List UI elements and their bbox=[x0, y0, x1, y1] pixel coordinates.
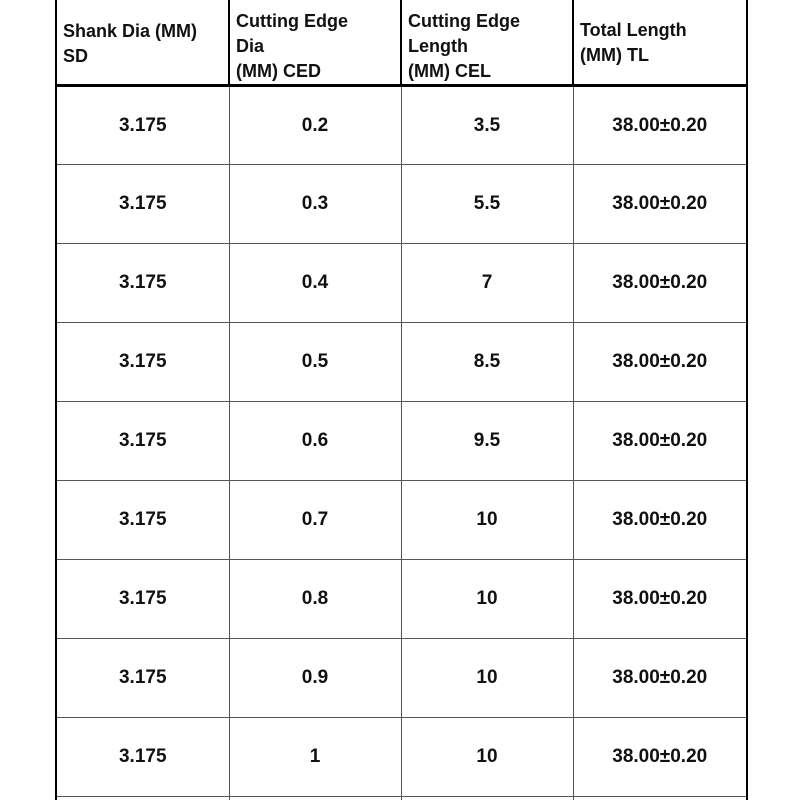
cell-total-length: 38.00±0.20 bbox=[573, 323, 747, 402]
cell-shank-dia: 3.175 bbox=[56, 402, 229, 481]
cell-total-length: 38.00±0.20 bbox=[573, 718, 747, 797]
cell-total-length: 38.00±0.20 bbox=[573, 639, 747, 718]
table-row bbox=[56, 323, 747, 402]
cell-cutting-edge-length: 10 bbox=[401, 639, 573, 718]
table-row bbox=[56, 402, 747, 481]
cell-total-length: 38.00±0.20 bbox=[573, 165, 747, 244]
header-total-length: Total Length (MM) TL bbox=[573, 0, 747, 86]
cell-cutting-edge-dia: 0.7 bbox=[229, 481, 401, 560]
cell-shank-dia bbox=[56, 797, 229, 800]
cell-shank-dia: 3.175 bbox=[56, 560, 229, 639]
table-row bbox=[56, 244, 747, 323]
table-row bbox=[56, 481, 747, 560]
cell-total-length: 38.00±0.20 bbox=[573, 244, 747, 323]
header-cutting-edge-length: Cutting Edge Length (MM) CEL bbox=[401, 0, 573, 86]
cell-total-length bbox=[573, 797, 747, 800]
cell-cutting-edge-dia: 0.2 bbox=[229, 86, 401, 165]
cell-cutting-edge-length: 5.5 bbox=[401, 165, 573, 244]
cell-shank-dia: 3.175 bbox=[56, 639, 229, 718]
table-row bbox=[56, 165, 747, 244]
cell-cutting-edge-dia: 0.9 bbox=[229, 639, 401, 718]
cell-shank-dia: 3.175 bbox=[56, 244, 229, 323]
cell-total-length: 38.00±0.20 bbox=[573, 560, 747, 639]
spec-table bbox=[55, 0, 748, 800]
cell-total-length: 38.00±0.20 bbox=[573, 402, 747, 481]
cell-cutting-edge-dia: 1 bbox=[229, 718, 401, 797]
table-row bbox=[56, 86, 747, 165]
table-header bbox=[56, 0, 747, 86]
header-row bbox=[56, 0, 747, 86]
cell-cutting-edge-length: 10 bbox=[401, 718, 573, 797]
cell-shank-dia: 3.175 bbox=[56, 718, 229, 797]
cell-cutting-edge-dia: 0.6 bbox=[229, 402, 401, 481]
cell-cutting-edge-dia: 0.4 bbox=[229, 244, 401, 323]
table-body bbox=[56, 86, 747, 800]
header-shank-dia: Shank Dia (MM) SD bbox=[56, 0, 229, 86]
cell-cutting-edge-length bbox=[401, 797, 573, 800]
cell-shank-dia: 3.175 bbox=[56, 323, 229, 402]
cell-cutting-edge-dia: 0.3 bbox=[229, 165, 401, 244]
cell-cutting-edge-length: 10 bbox=[401, 560, 573, 639]
cell-cutting-edge-length: 3.5 bbox=[401, 86, 573, 165]
table-row bbox=[56, 797, 747, 800]
cell-cutting-edge-length: 10 bbox=[401, 481, 573, 560]
cell-cutting-edge-dia bbox=[229, 797, 401, 800]
cell-shank-dia: 3.175 bbox=[56, 481, 229, 560]
cell-cutting-edge-length: 8.5 bbox=[401, 323, 573, 402]
cell-shank-dia: 3.175 bbox=[56, 86, 229, 165]
table-row bbox=[56, 560, 747, 639]
cell-cutting-edge-dia: 0.5 bbox=[229, 323, 401, 402]
cell-cutting-edge-length: 9.5 bbox=[401, 402, 573, 481]
cell-shank-dia: 3.175 bbox=[56, 165, 229, 244]
cell-cutting-edge-length: 7 bbox=[401, 244, 573, 323]
cell-total-length: 38.00±0.20 bbox=[573, 481, 747, 560]
table-row bbox=[56, 639, 747, 718]
header-cutting-edge-dia: Cutting Edge Dia (MM) CED bbox=[229, 0, 401, 86]
cell-cutting-edge-dia: 0.8 bbox=[229, 560, 401, 639]
table-row bbox=[56, 718, 747, 797]
cell-total-length: 38.00±0.20 bbox=[573, 86, 747, 165]
